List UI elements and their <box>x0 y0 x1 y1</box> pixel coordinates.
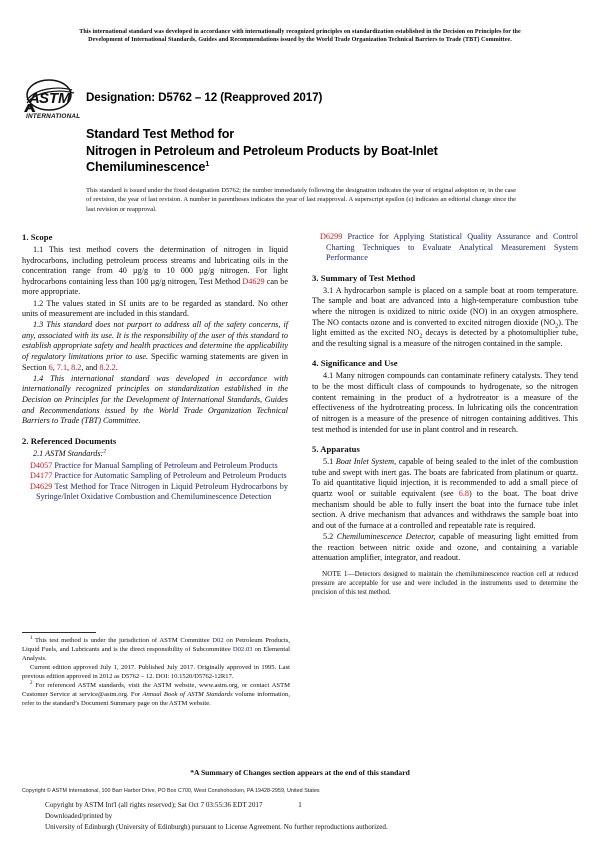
link-subcommittee-d02-03[interactable]: D02.03 <box>232 645 253 653</box>
link-section-6[interactable]: 6 <box>48 362 53 372</box>
footnote-2-b: volume information, refer to the standard’s Document Summary page on the ASTM website. <box>22 690 290 707</box>
reference-title[interactable]: Test Method for Trace Nitrogen in Liquid Petroleum Hydrocarbons by Syringe/Inlet Oxidative Combustion and Chemiluminescence Detection <box>36 481 288 502</box>
paragraph-5-2 <box>312 532 578 564</box>
footnote-1 <box>22 637 290 663</box>
paragraph-1-4 <box>22 374 288 427</box>
tbt-notice-line-1: This international standard was developed in accordance with internationally recognized principles on standardization established in the Decision on Principles for the <box>79 29 521 35</box>
reference-code[interactable]: D4177 <box>30 471 53 481</box>
designation-row <box>18 78 582 126</box>
designation-label: Designation: D5762 – 12 (Reapproved 2017) <box>86 91 323 104</box>
footnote-2-marker: 2 <box>30 680 33 686</box>
reference-title[interactable]: Practice for Applying Statistical Quality Assurance and Control Charting Techniques to Evaluate Analytical Measurement System Performance <box>326 232 578 263</box>
link-section-8-2[interactable]: 8.2 <box>71 362 82 372</box>
reference-code[interactable]: D4057 <box>30 460 53 470</box>
link-committee-d02[interactable]: D02 <box>212 637 224 644</box>
title-line-3-text: Chemiluminescence <box>86 160 206 175</box>
reference-code[interactable]: D4629 <box>30 481 53 491</box>
paragraph-5-1-a: capable of being sealed to the inlet of the combustion tube and swept with inert gas. The boats are fabricated from platinum or quartz. To aid quantitative liquid injection, it is recommended to add a small piece of quartz wool or suitable equivalent (see <box>312 457 578 498</box>
svg-text:S: S <box>39 90 50 107</box>
note-1-label: NOTE 1— <box>322 569 355 578</box>
footnote-1-marker: 1 <box>30 635 33 641</box>
section-heading-apparatus: 5. Apparatus <box>312 444 360 455</box>
subheading-footnote-marker: 2 <box>103 448 107 455</box>
paragraph-1-1-post: can be more appropriate. <box>22 276 288 297</box>
note-1 <box>312 570 578 598</box>
subscript-no2-b: 2 <box>419 332 423 340</box>
paragraph-1-3: 1.3 This standard does not purport to address all of the safety concerns, if any, associated with its use. It is the responsibility of the user of this standard to establish appropriate safety and health practices and determine the applicability of regulatory limitations prior to use. Specific warning statements are given in Section 6, 7.1, 8.2, and 8.2.2. <box>22 320 288 372</box>
paragraph-3-1 <box>312 286 578 350</box>
reference-title[interactable]: Practice for Manual Sampling of Petroleum and Petroleum Products <box>54 460 278 470</box>
paragraph-5-2-term: Chemiluminescence Detector, <box>336 531 436 541</box>
astm-logo-icon <box>18 78 84 124</box>
paragraph-5-1 <box>312 457 578 531</box>
paragraph-1-1-pre: 1.1 This test method covers the determination of nitrogen in liquid hydrocarbons, including petroleum process streams and lubricating oils in the concentration range from 40 µg/g to 10 000 µg/g nitrogen. For light hydrocarbons containing less than 100 µg/g nitrogen, Test Method <box>22 245 288 286</box>
footnote-1-b: on Petroleum Products, Liquid Fuels, and Lubricants and is the direct responsibility of Subcommittee <box>22 637 290 653</box>
footnote-1-a: This test method is under the jurisdiction of ASTM Committee <box>32 637 213 644</box>
page-number: 1 <box>298 800 302 809</box>
paragraph-1-3-mid: Specific warning statements are given in Section <box>22 352 288 372</box>
footnote-2-italic: Annual Book of ASTM Standards <box>142 690 233 698</box>
reference-title[interactable]: Practice for Automatic Sampling of Petroleum and Petroleum Products <box>54 471 287 481</box>
paragraph-5-1-b: ) to the boat. The boat drive mechanism should be able to fully insert the boat into the furnace tube inlet section. A drive mechanism that advances and withdraws the sample boat into and out of the furnace at a controlled and repeatable rate is required. <box>312 488 578 530</box>
title-line-2: Nitrogen in Petroleum and Petroleum Products by Boat-Inlet <box>86 143 438 158</box>
section-heading-scope: 1. Scope <box>22 232 53 242</box>
footnote-edition: Current edition approved July 1, 2017. Published July 2017. Originally approved in 1995. Last previous edition approved in 2012 as D5762 – 12. DOI: 10.1520/D5762-12R17. <box>22 663 290 680</box>
copyright-line: Copyright © ASTM International, 100 Barr Harbor Drive, PO Box C700, West Conshohocken, PA 19428-2959, United States <box>22 788 320 794</box>
svg-text:M: M <box>58 90 71 107</box>
svg-text:A: A <box>29 90 40 107</box>
paragraph-1-4-italic: 1.4 This international standard was developed in accordance with internationally recognized principles on standardization established in the Decision on Principles for the Development of International Standards, Guides and Recommendations issued by the World Trade Organization Technical Barriers to Trade (TBT) Committee. <box>22 373 288 426</box>
section-heading-summary: 3. Summary of Test Method <box>312 272 416 283</box>
paragraph-3-1-b: ). The light emitted as the excited NO <box>312 317 578 338</box>
title-line-1: Standard Test Method for <box>86 127 234 141</box>
footnote-1-c: on Elemental Analysis. <box>22 645 290 662</box>
tbt-notice <box>30 28 570 45</box>
right-column <box>312 232 578 604</box>
reference-item[interactable] <box>22 482 288 503</box>
left-column <box>22 232 288 503</box>
reference-item[interactable] <box>22 471 288 482</box>
footnote-2-a: For referenced ASTM standards, visit the ASTM website, www.astm.org, or contact ASTM Customer Service at service@astm.org. For <box>22 682 290 698</box>
subheading-astm-standards <box>22 449 288 460</box>
link-d4629[interactable]: D4629 <box>242 276 265 286</box>
section-heading-significance: 4. Significance and Use <box>312 358 398 369</box>
title-line-3 <box>86 159 516 176</box>
footnote-2 <box>22 682 290 708</box>
paragraph-4-1: 4.1 Many nitrogen compounds can contaminate refinery catalysts. They tend to be the most difficult class of compounds to hydrogenate, so the nitrogen content remaining in the product of a hydrotreator is a measure of the effectiveness of the hydrotreating process. In lubricating oils the concentration of nitrogen is a measure of the presence of nitrogen containing additives. This test method is intended for use in plant control and in research. <box>312 371 578 434</box>
download-info <box>45 800 525 832</box>
svg-text:INTERNATIONAL: INTERNATIONAL <box>26 113 81 120</box>
link-section-6-8[interactable]: 6.8 <box>458 488 469 498</box>
download-line-1: Copyright by ASTM Int'l (all rights reserved); Sat Oct 7 03:55:36 EDT 2017 <box>45 801 263 809</box>
footnote-divider <box>22 632 96 633</box>
paragraph-5-2-num: 5.2 <box>323 531 337 541</box>
paragraph-3-1-a: 3.1 A hydrocarbon sample is placed on a sample boat at room temperature. The sample and boat are advanced into a high-temperature combustion tube where the nitrogen is oxidized to nitric oxide (NO) in an oxygen atmosphere. The NO contacts ozone and is converted to excited nitrogen dioxide (NO <box>312 285 578 327</box>
paragraph-1-2: 1.2 The values stated in SI units are to be regarded as standard. No other units of measurement are included in this standard. <box>22 298 288 319</box>
reference-code[interactable]: D6299 <box>320 232 343 241</box>
reference-item[interactable] <box>22 461 288 472</box>
issue-note: This standard is issued under the fixed designation D5762; the number immediately following the designation indicates the year of original adoption or, in the case of revision, the year of last revision. A number in parentheses indicates the year of last reapproval. A superscript epsilon (ε) indicates an editorial change since the last revision or reapproval. <box>86 187 516 213</box>
subscript-no2-a: 2 <box>555 322 559 330</box>
link-section-7-1[interactable]: 7.1 <box>56 362 68 372</box>
paragraph-5-1-term: Boat Inlet System, <box>335 457 397 467</box>
paragraph-1-1 <box>22 245 288 298</box>
section-heading-referenced-documents: 2. Referenced Documents <box>22 435 117 446</box>
note-1-text: Detectors designed to maintain the chemiluminescence reaction cell at reduced pressure are acceptable for use and were included in the instruments used to determine the precision of this test method. <box>312 570 578 597</box>
paragraph-1-3-italic: 1.3 This standard does not purport to address all of the safety concerns, if any, associated with its use. It is the responsibility of the user of this standard to establish appropriate safety and health practices and determine the applicability of regulatory limitations prior to use. <box>22 320 288 362</box>
svg-text:T: T <box>49 90 59 107</box>
reference-item[interactable] <box>312 232 578 264</box>
footnotes <box>22 632 290 709</box>
download-line-2: Downloaded/printed by <box>45 811 113 820</box>
download-line-3: University of Edinburgh (University of Edinburgh) pursuant to License Agreement. No further reproductions authorized. <box>45 822 388 831</box>
summary-of-changes-note: *A Summary of Changes section appears at the end of this standard <box>190 768 410 777</box>
paragraph-3-1-c: decays is detected by a photomultiplier tube, and the resulting signal is a measure of the nitrogen contained in the sample. <box>312 328 578 348</box>
subheading-astm-standards-text: 2.1 ASTM Standards: <box>33 448 104 458</box>
link-section-8-2-2[interactable]: 8.2.2 <box>99 362 116 372</box>
paragraph-5-2-a: capable of measuring light emitted from the reaction between nitric oxide and ozone, and containing a variable attenuation amplifier, integrator, and readout. <box>312 531 579 563</box>
paragraph-5-1-num: 5.1 <box>323 457 336 467</box>
document-title <box>86 126 516 176</box>
title-footnote-marker: 1 <box>205 159 210 169</box>
tbt-notice-line-2: Development of International Standards, Guides and Recommendations issued by the World Trade Organization Technical Barriers to Trade (TBT) Committee. <box>88 37 512 44</box>
